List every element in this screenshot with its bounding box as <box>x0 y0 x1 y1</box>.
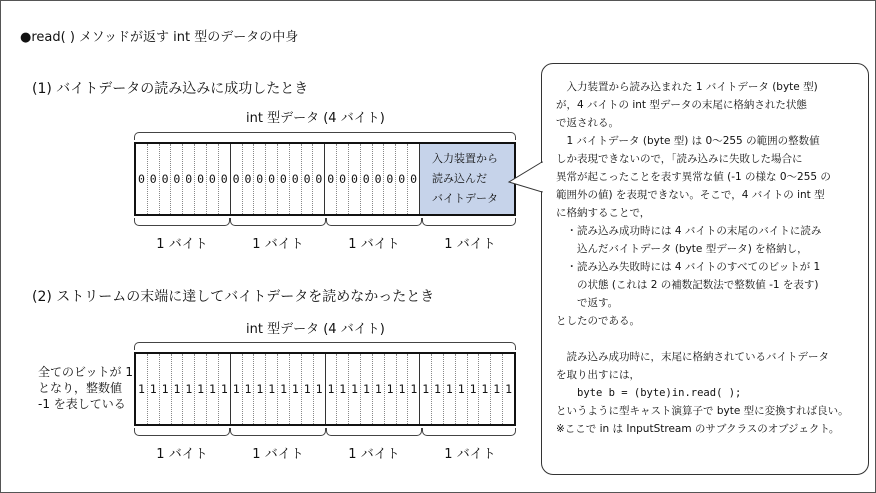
bit: 0 <box>195 144 207 214</box>
section1-int-box <box>134 142 516 216</box>
callout-line: で返す。 <box>556 297 619 309</box>
byte-label: 1 バイト <box>156 237 208 252</box>
callout-line: 入力装置から読み込まれた 1 バイトデータ (byte 型) <box>556 81 818 93</box>
byte-brace <box>326 218 422 226</box>
explanation-text <box>556 78 861 438</box>
bit: 1 <box>243 354 255 424</box>
section1-top-brace <box>134 132 516 140</box>
callout-line: で返される。 <box>556 117 619 129</box>
section1-byte-3 <box>325 144 420 214</box>
byte-brace <box>230 218 326 226</box>
bit: 0 <box>290 144 302 214</box>
bit: 1 <box>385 354 397 424</box>
bit: 0 <box>171 144 183 214</box>
bit: 0 <box>220 172 228 186</box>
bit: 1 <box>337 354 349 424</box>
bit: 1 <box>172 354 184 424</box>
callout-line: に格納することで， <box>556 207 651 219</box>
section2-byte-3 <box>326 354 421 424</box>
section1-heading: (1) バイトデータの読み込みに成功したとき <box>32 81 309 97</box>
bit: 1 <box>397 354 409 424</box>
callout-line: 読み込み成功時に，末尾に格納されているバイトデータ <box>556 351 829 363</box>
bit: 0 <box>243 144 255 214</box>
highlight-line: 入力装置から <box>432 152 499 165</box>
callout-line: しか表現できないので，「読み込みに失敗した場合に <box>556 153 803 165</box>
bit: 1 <box>231 354 243 424</box>
callout-line: を取り出すには， <box>556 369 640 381</box>
bit: 1 <box>444 354 456 424</box>
bit: 1 <box>302 354 314 424</box>
section2-top-brace <box>134 342 516 350</box>
byte-label: 1 バイト <box>444 237 496 252</box>
bit: 1 <box>361 354 373 424</box>
section1-byte-1 <box>136 144 231 214</box>
highlight-line: 読み込んだ <box>432 172 488 185</box>
callout-line: 込んだバイトデータ (byte 型データ) を格納し， <box>556 243 808 255</box>
bit: 1 <box>479 354 491 424</box>
bit: 1 <box>290 354 302 424</box>
callout-line: の状態 (これは 2 の補数記数法で整数値 -1 を表す) <box>556 279 819 291</box>
section2-byte-1 <box>136 354 231 424</box>
bit: 1 <box>220 382 228 396</box>
byte-brace <box>326 428 422 436</box>
bit: 0 <box>231 144 243 214</box>
section2-byte-4 <box>420 354 514 424</box>
bit: 1 <box>266 354 278 424</box>
callout-line: というように型キャスト演算子で byte 型に変換すれば良い。 <box>556 405 849 417</box>
byte-label: 1 バイト <box>444 447 496 462</box>
bit: 1 <box>160 354 172 424</box>
byte-brace <box>134 218 230 226</box>
bit: 0 <box>160 144 172 214</box>
bit: 0 <box>373 144 385 214</box>
bit: 1 <box>326 354 338 424</box>
byte-label: 1 バイト <box>348 237 400 252</box>
bit: 1 <box>432 354 444 424</box>
bit: 0 <box>384 144 396 214</box>
byte-label: 1 バイト <box>252 447 304 462</box>
bit: 1 <box>207 354 219 424</box>
bit: 0 <box>349 144 361 214</box>
byte-brace <box>422 428 516 436</box>
byte-label: 1 バイト <box>156 447 208 462</box>
section2-byte-2 <box>231 354 326 424</box>
bit: 1 <box>420 354 432 424</box>
highlight-line: バイトデータ <box>432 192 499 205</box>
bit: 1 <box>278 354 290 424</box>
bit: 0 <box>325 144 337 214</box>
bit: 1 <box>373 354 385 424</box>
bit: 0 <box>337 144 349 214</box>
callout-line: ・読み込み成功時には 4 バイトの末尾のバイトに読み <box>556 225 822 237</box>
bit: 0 <box>410 172 418 186</box>
bit: 0 <box>207 144 219 214</box>
bit: 1 <box>148 354 160 424</box>
bit: 0 <box>396 144 408 214</box>
bit: 1 <box>254 354 266 424</box>
section2-heading: (2) ストリームの末端に達してバイトデータを読めなかったとき <box>32 289 435 305</box>
callout-line: が，4 バイトの int 型データの末尾に格納された状態 <box>556 99 807 111</box>
bit: 0 <box>266 144 278 214</box>
callout-line: ※ここで in は InputStream のサブクラスのオブジェクト。 <box>556 423 840 435</box>
callout-pointer <box>505 160 545 200</box>
callout-line: 異常が起こったことを表す異常な値 (-1 の様な 0〜255 の <box>556 171 831 183</box>
bit: 1 <box>491 354 503 424</box>
bit: 1 <box>136 354 148 424</box>
bit: 0 <box>361 144 373 214</box>
bit: 0 <box>302 144 314 214</box>
bit: 0 <box>148 144 160 214</box>
section2-caption: int 型データ (4 バイト) <box>246 322 385 337</box>
read-byte-highlight <box>420 144 514 214</box>
section1-caption: int 型データ (4 バイト) <box>246 111 385 126</box>
bit: 0 <box>278 144 290 214</box>
bit: 1 <box>315 382 323 396</box>
byte-label: 1 バイト <box>348 447 400 462</box>
byte-brace <box>422 218 516 226</box>
all-ones-note: 全てのビットが 1 となり，整数値 -1 を表している <box>38 365 133 411</box>
bit: 0 <box>183 144 195 214</box>
bit: 1 <box>349 354 361 424</box>
bit: 0 <box>136 144 148 214</box>
bit: 1 <box>505 382 513 396</box>
code-line: byte b = (byte)in.read( ); <box>556 387 742 399</box>
bit: 0 <box>254 144 266 214</box>
bit: 1 <box>410 382 418 396</box>
callout-line <box>556 330 861 348</box>
bit: 0 <box>315 172 323 186</box>
bit: 1 <box>456 354 468 424</box>
callout-line: ・読み込み失敗時には 4 バイトのすべてのビットが 1 <box>556 261 821 273</box>
bit: 1 <box>468 354 480 424</box>
callout-line: 1 バイトデータ (byte 型) は 0〜255 の範囲の整数値 <box>556 135 820 147</box>
byte-brace <box>230 428 326 436</box>
byte-label: 1 バイト <box>252 237 304 252</box>
bit: 1 <box>183 354 195 424</box>
page-title: ●read( ) メソッドが返す int 型のデータの中身 <box>20 30 299 45</box>
callout-line: としたのである。 <box>556 315 640 327</box>
bit: 1 <box>195 354 207 424</box>
callout-line: 範囲外の値) を表現できない。そこで，4 バイトの int 型 <box>556 189 825 201</box>
section1-byte-2 <box>231 144 326 214</box>
section2-int-box <box>134 352 516 426</box>
byte-brace <box>134 428 230 436</box>
